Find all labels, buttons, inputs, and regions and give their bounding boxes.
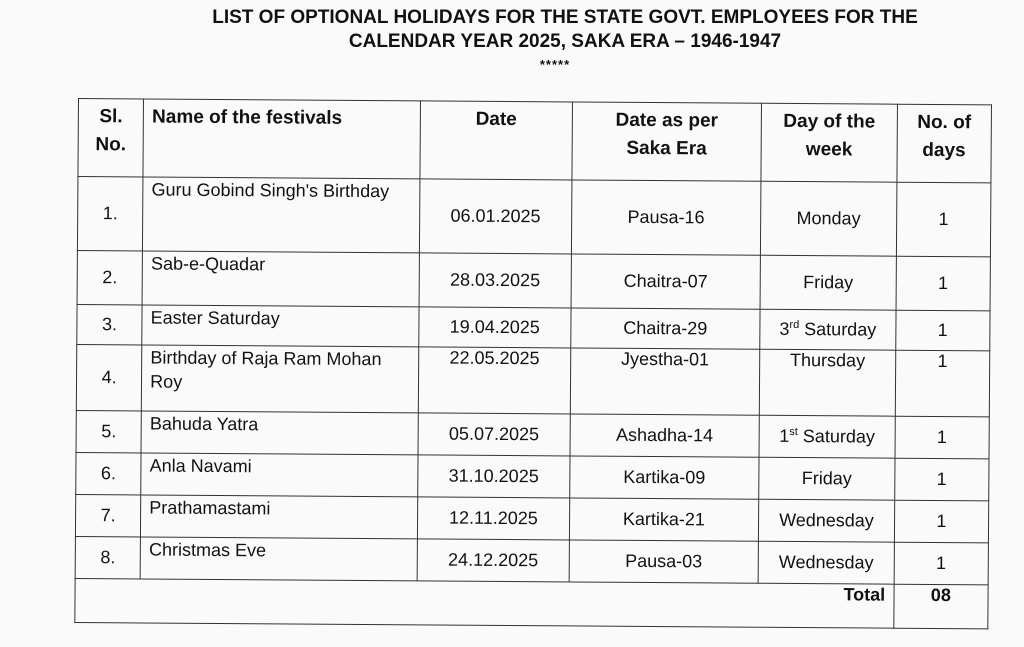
row-date: 05.07.2025 xyxy=(418,413,570,456)
row-sl: 8. xyxy=(75,536,140,578)
row-sl: 6. xyxy=(76,452,141,494)
row-day: Monday xyxy=(761,181,897,256)
total-value: 08 xyxy=(893,584,988,629)
holiday-table xyxy=(74,98,992,629)
row-festival: Prathamastami xyxy=(141,495,418,539)
row-saka: Kartika-09 xyxy=(569,456,759,499)
row-festival: Bahuda Yatra xyxy=(141,411,418,455)
table-row xyxy=(77,250,990,310)
row-date: 19.04.2025 xyxy=(419,307,571,348)
row-day-ordinal: st xyxy=(789,425,798,439)
total-label: Total xyxy=(75,578,894,628)
row-date: 24.12.2025 xyxy=(417,539,569,582)
title-line-1: LIST OF OPTIONAL HOLIDAYS FOR THE STATE GOVT. EMPLOYEES FOR THE xyxy=(212,7,918,28)
row-day xyxy=(760,309,896,350)
table-header-row xyxy=(78,99,992,183)
row-date: 12.11.2025 xyxy=(418,497,570,540)
row-saka: Jyestha-01 xyxy=(570,348,760,415)
row-day: Wednesday xyxy=(759,499,895,542)
row-saka: Kartika-21 xyxy=(569,498,759,541)
row-festival: Guru Gobind Singh's Birthday xyxy=(143,177,420,253)
row-days: 1 xyxy=(895,350,990,417)
row-festival: Christmas Eve xyxy=(140,537,417,581)
header-festival-name: Name of the festivals xyxy=(143,99,420,179)
table-row xyxy=(77,304,990,350)
document-title xyxy=(120,6,1010,54)
table-row xyxy=(76,410,989,458)
row-days: 1 xyxy=(894,542,989,585)
row-festival: Birthday of Raja Ram Mohan Roy xyxy=(142,345,419,413)
row-festival: Easter Saturday xyxy=(142,305,419,347)
row-days: 1 xyxy=(894,458,989,501)
row-saka: Pausa-16 xyxy=(571,180,761,255)
row-day: Thursday xyxy=(760,349,896,416)
header-sl-no: Sl. No. xyxy=(78,99,144,177)
row-date: 06.01.2025 xyxy=(420,179,572,254)
table-row xyxy=(76,344,989,416)
row-saka: Chaitra-07 xyxy=(571,254,761,309)
row-day xyxy=(759,415,895,458)
row-saka: Ashadha-14 xyxy=(570,414,760,457)
row-date: 31.10.2025 xyxy=(418,455,570,498)
table-row xyxy=(75,494,988,542)
table-row xyxy=(77,177,990,257)
row-saka: Chaitra-29 xyxy=(570,308,760,349)
row-days: 1 xyxy=(896,182,991,257)
row-days: 1 xyxy=(896,256,991,311)
header-date: Date xyxy=(420,101,572,180)
row-day-name: Saturday xyxy=(797,426,875,447)
row-day: Friday xyxy=(760,255,896,310)
row-day-number: 1 xyxy=(779,425,790,446)
row-sl: 1. xyxy=(77,177,143,251)
row-sl: 2. xyxy=(77,250,143,304)
row-sl: 5. xyxy=(76,410,141,452)
row-day: Wednesday xyxy=(758,541,894,584)
row-day-number: 3 xyxy=(779,318,790,339)
row-sl: 3. xyxy=(77,304,142,344)
table-row xyxy=(75,536,988,584)
title-separator: ***** xyxy=(539,57,571,72)
row-days: 1 xyxy=(895,416,990,459)
header-day-of-week: Day of the week xyxy=(761,103,897,182)
row-days: 1 xyxy=(894,500,989,543)
row-day-ordinal: rd xyxy=(789,318,800,332)
row-sl: 4. xyxy=(76,344,142,410)
row-festival: Anla Navami xyxy=(141,453,418,497)
row-date: 28.03.2025 xyxy=(419,253,571,308)
row-day-name: Saturday xyxy=(799,319,877,340)
header-no-of-days: No. of days xyxy=(897,104,992,183)
row-date: 22.05.2025 xyxy=(418,347,570,414)
row-festival: Sab-e-Quadar xyxy=(142,251,419,307)
header-saka-date: Date as per Saka Era xyxy=(572,102,762,181)
row-sl: 7. xyxy=(75,494,140,536)
table-row xyxy=(76,452,989,500)
row-day: Friday xyxy=(759,457,895,500)
row-days: 1 xyxy=(895,310,990,351)
row-saka: Pausa-03 xyxy=(569,540,759,583)
title-line-2: CALENDAR YEAR 2025, SAKA ERA – 1946-1947 xyxy=(348,31,782,52)
table-total-row xyxy=(75,578,988,628)
